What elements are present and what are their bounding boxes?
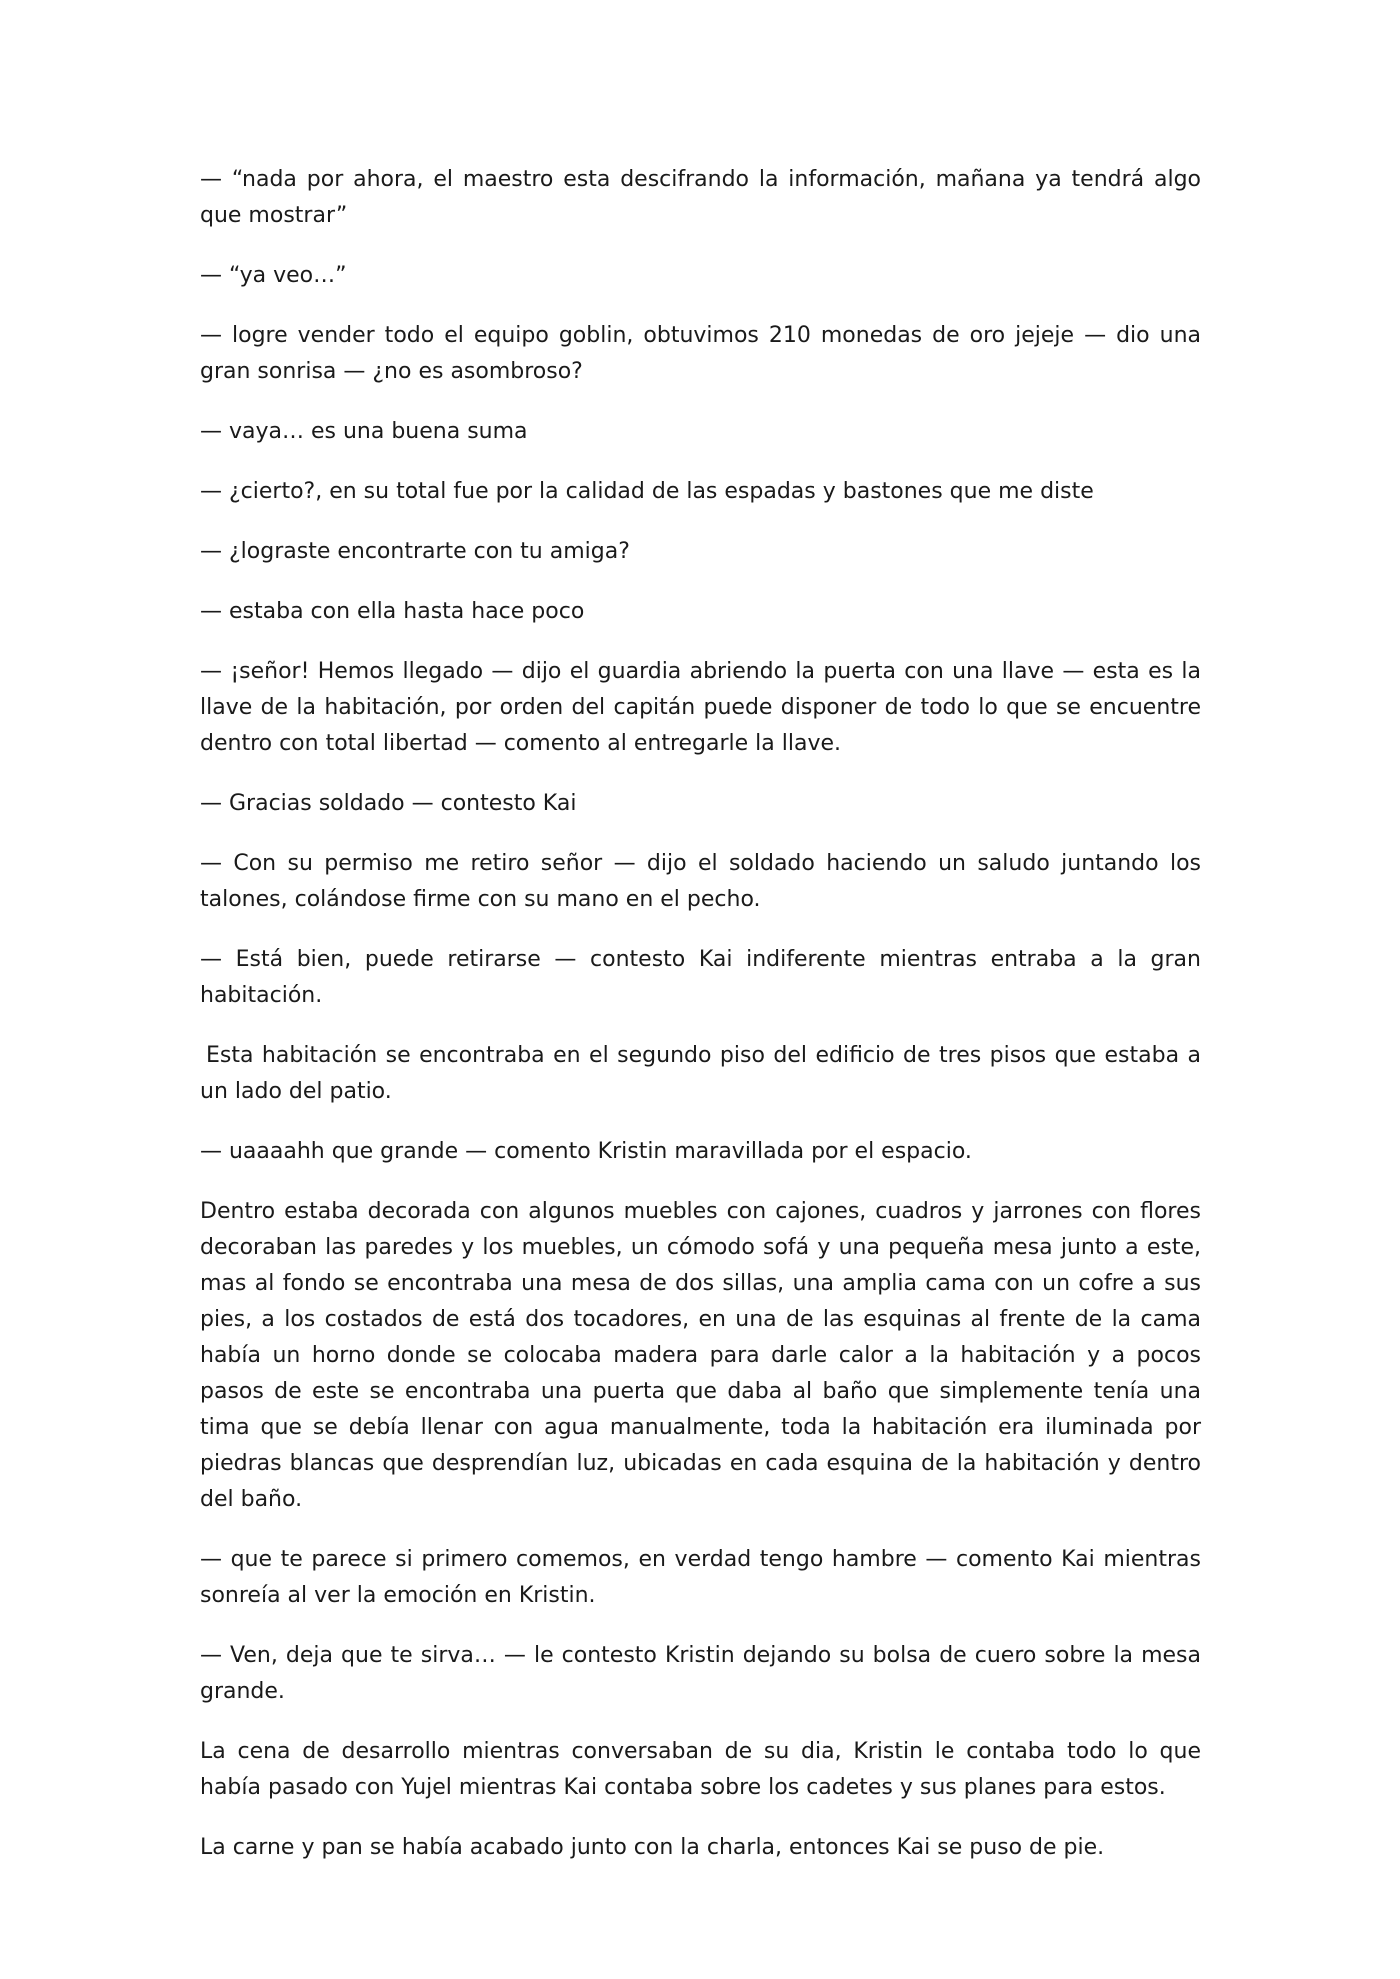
paragraph: — Está bien, puede retirarse — contesto Kai indiferente mientras entraba a la gran habitación. <box>200 947 1201 1008</box>
paragraph: — estaba con ella hasta hace poco <box>200 599 585 624</box>
document-body <box>200 162 1201 1890</box>
paragraph: Esta habitación se encontraba en el segundo piso del edificio de tres pisos que estaba a un lado del patio. <box>200 1043 1201 1104</box>
paragraph: — Gracias soldado — contesto Kai <box>200 791 577 816</box>
paragraph: — ¿lograste encontrarte con tu amiga? <box>200 539 630 564</box>
paragraph: — que te parece si primero comemos, en verdad tengo hambre — comento Kai mientras sonreía al ver la emoción en Kristin. <box>200 1547 1201 1608</box>
paragraph: — vaya… es una buena suma <box>200 419 528 444</box>
paragraph: La cena de desarrollo mientras conversaban de su dia, Kristin le contaba todo lo que había pasado con Yujel mientras Kai contaba sobre los cadetes y sus planes para estos. <box>200 1739 1201 1800</box>
paragraph: La carne y pan se había acabado junto con la charla, entonces Kai se puso de pie. <box>200 1835 1105 1860</box>
paragraph: — ¡señor! Hemos llegado — dijo el guardia abriendo la puerta con una llave — esta es la llave de la habitación, por orden del capitán puede disponer de todo lo que se encuentre dentro con total libertad — comento al entregarle la llave. <box>200 659 1201 756</box>
paragraph: — “nada por ahora, el maestro esta descifrando la información, mañana ya tendrá algo que mostrar” <box>200 167 1201 228</box>
paragraph: Dentro estaba decorada con algunos muebles con cajones, cuadros y jarrones con flores decoraban las paredes y los muebles, un cómodo sofá y una pequeña mesa junto a este, mas al fondo se encontraba una mesa de dos sillas, una amplia cama con un cofre a sus pies, a los costados de está dos tocadores, en una de las esquinas al frente de la cama había un horno donde se colocaba madera para darle calor a la habitación y a pocos pasos de este se encontraba una puerta que daba al baño que simplemente tenía una tima que se debía llenar con agua manualmente, toda la habitación era iluminada por piedras blancas que desprendían luz, ubicadas en cada esquina de la habitación y dentro del baño. <box>200 1199 1201 1512</box>
paragraph: — “ya veo…” <box>200 263 347 288</box>
paragraph: — ¿cierto?, en su total fue por la calidad de las espadas y bastones que me diste <box>200 479 1094 504</box>
paragraph: — Ven, deja que te sirva… — le contesto Kristin dejando su bolsa de cuero sobre la mesa grande. <box>200 1643 1201 1704</box>
paragraph: — Con su permiso me retiro señor — dijo el soldado haciendo un saludo juntando los talones, colándose firme con su mano en el pecho. <box>200 851 1201 912</box>
paragraph: — uaaaahh que grande — comento Kristin maravillada por el espacio. <box>200 1139 972 1164</box>
paragraph: — logre vender todo el equipo goblin, obtuvimos 210 monedas de oro jejeje — dio una gran sonrisa — ¿no es asombroso? <box>200 323 1201 384</box>
